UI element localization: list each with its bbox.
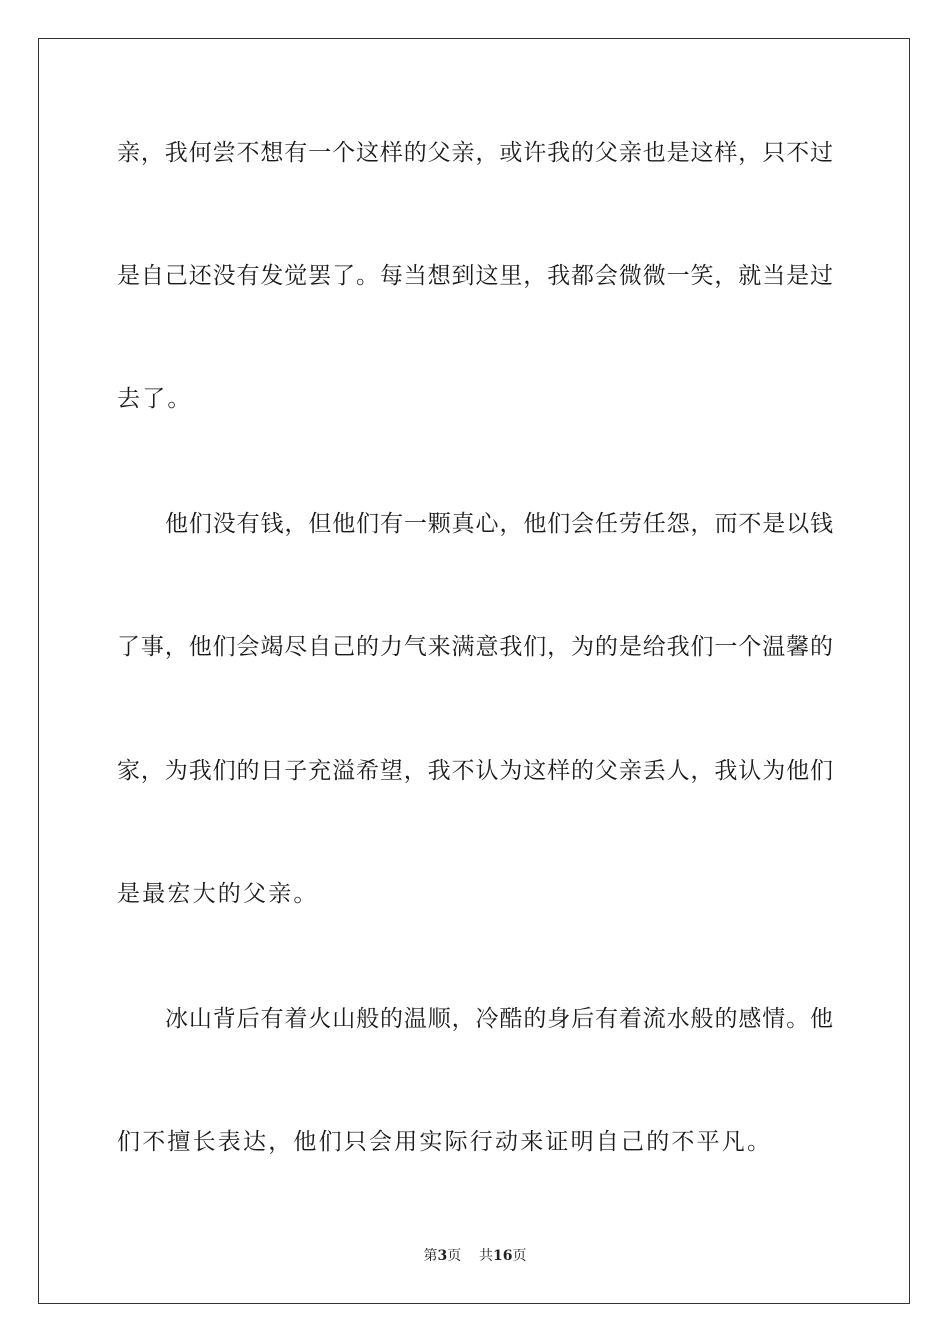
text-line: 亲，我何尝不想有一个这样的父亲，或许我的父亲也是这样，只不过 [117,140,833,166]
text-line: 们不擅长表达，他们只会用实际行动来证明自己的不平凡。 [117,1129,773,1155]
page-prefix: 第 [423,1248,438,1264]
text-line: 他们没有钱，但他们有一颗真心，他们会任劳任怨，而不是以钱 [165,511,833,537]
total-prefix: 共 [479,1248,494,1264]
text-line: 是最宏大的父亲。 [117,881,319,907]
page-frame [38,38,910,1304]
text-line: 家，为我们的日子充溢希望，我不认为这样的父亲丢人，我认为他们 [117,758,833,784]
text-line: 了事，他们会竭尽自己的力气来满意我们，为的是给我们一个温馨的 [117,634,833,660]
page-number: 3 [437,1248,448,1264]
total-pages: 16 [493,1248,513,1264]
text-line: 冰山背后有着火山般的温顺，冷酷的身后有着流水般的感情。他 [165,1006,833,1032]
total-suffix: 页 [512,1248,527,1264]
text-line: 去了。 [117,386,193,412]
text-line: 是自己还没有发觉罢了。每当想到这里，我都会微微一笑，就当是过 [117,263,833,289]
page-footer [0,1246,950,1266]
page-suffix: 页 [447,1248,462,1264]
